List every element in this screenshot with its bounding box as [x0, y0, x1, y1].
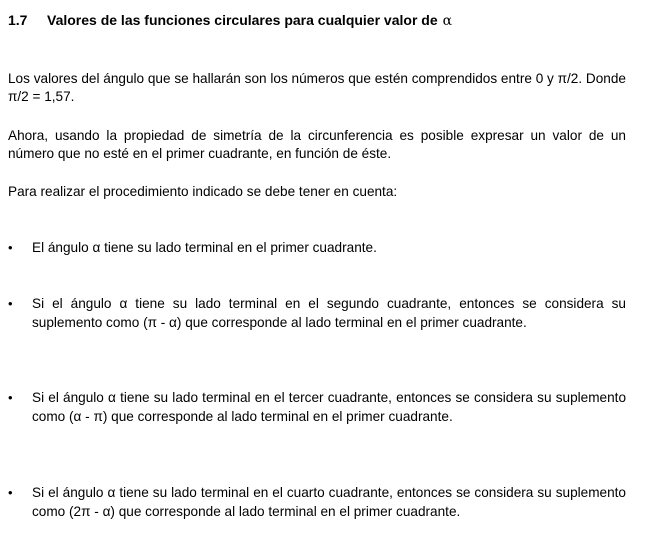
alpha-symbol: α [442, 13, 453, 29]
section-heading [8, 12, 452, 29]
section-title: Valores de las funciones circulares para cualquier valor de [47, 12, 438, 28]
list-item-text: Si el ángulo α tiene su lado terminal en el cuarto cuadrante, entonces se considera su suplemento como (2π - α) que corresponde al lado terminal en el primer cuadrante. [32, 485, 626, 519]
section-number: 1.7 [8, 12, 28, 28]
list-item-text: Si el ángulo α tiene su lado terminal en el segundo cuadrante, entonces se considera su suplemento como (π - α) que corresponde al lado terminal en el primer cuadrante. [32, 296, 626, 330]
paragraph-symmetry: Ahora, usando la propiedad de simetría de la circunferencia es posible expresar un valor de un número que no esté en el primer cuadrante, en función de éste. [8, 128, 626, 161]
bullet-icon: • [8, 240, 13, 255]
paragraph-procedure: Para realizar el procedimiento indicado se debe tener en cuenta: [8, 184, 398, 199]
list-item-text: El ángulo α tiene su lado terminal en el primer cuadrante. [32, 240, 377, 255]
bullet-icon: • [8, 296, 13, 311]
bullet-icon: • [8, 390, 13, 405]
paragraph-intro: Los valores del ángulo que se hallarán son los números que estén comprendidos entre 0 y π/2. Donde π/2 = 1,57. [8, 71, 626, 104]
bullet-icon: • [8, 485, 13, 500]
list-item-text: Si el ángulo α tiene su lado terminal en el tercer cuadrante, entonces se considera su suplemento como (α - π) que corresponde al lado terminal en el primer cuadrante. [32, 390, 626, 424]
